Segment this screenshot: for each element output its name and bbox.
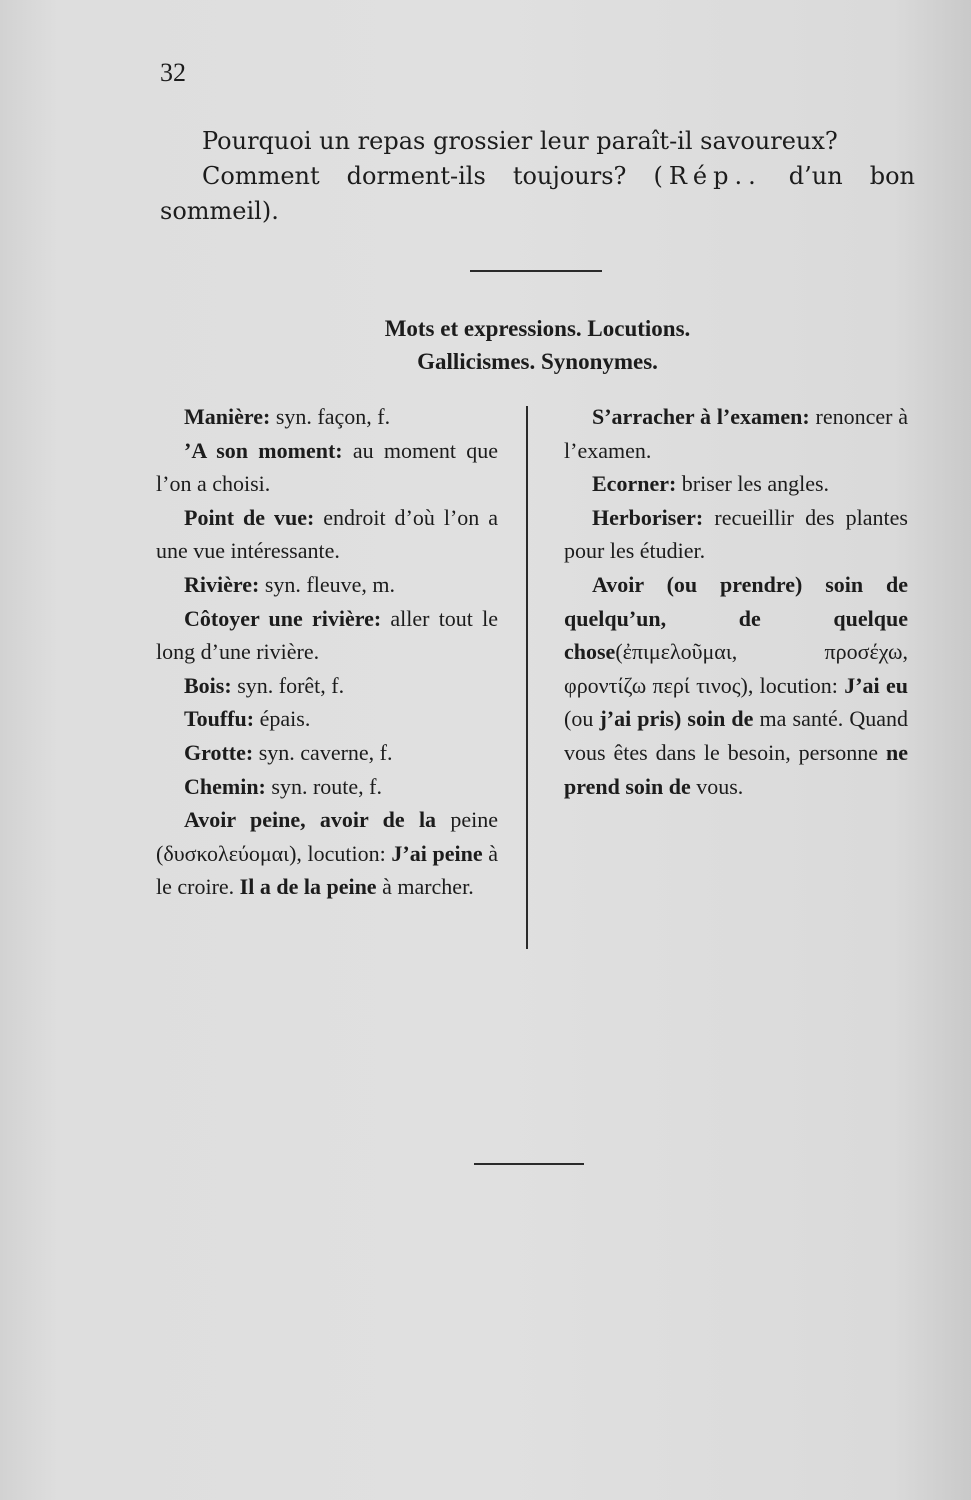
section-heading (160, 312, 915, 378)
vocab-definition: peine (δυσκολεύομαι), locution: (156, 807, 498, 866)
reponse-label: (Rép.. (653, 162, 762, 190)
vocab-example: ne prend soin de (564, 739, 908, 799)
vocab-entry (156, 803, 498, 904)
vocab-example-text: à le croire. (156, 840, 498, 900)
intro-questions (160, 124, 915, 229)
vocab-entry (564, 568, 908, 803)
vocab-entry (564, 467, 908, 501)
vocabulary-column-left (156, 400, 498, 904)
heading-line-2: Gallicismes. Synonymes. (417, 349, 658, 374)
vocab-term: Côtoyer une rivière: (184, 605, 382, 631)
vocab-entry (156, 602, 498, 669)
question-2-answer: d’un bon sommeil). (160, 162, 915, 225)
vocab-definition: syn. façon, f. (270, 404, 391, 429)
vocab-definition: au moment que l’on a choisi. (156, 437, 498, 497)
vocab-example: soin de (681, 706, 754, 732)
vocab-term: Herboriser: (592, 504, 704, 530)
heading-line-1: Mots et expressions. Locutions. (384, 316, 691, 341)
question-2-text: Comment dorment-ils toujours? (202, 162, 627, 190)
vocab-entry (156, 770, 498, 804)
vocab-entry (156, 669, 498, 703)
vocab-definition: syn. caverne, f. (253, 739, 393, 765)
separator-rule-top (470, 270, 602, 272)
vocab-definition: syn. forêt, f. (231, 672, 345, 698)
vocab-definition: épais. (254, 706, 311, 732)
vocab-term: Rivière: (184, 571, 260, 597)
vocab-term: S’arracher à l’examen: (592, 404, 810, 429)
vocab-term: Avoir (ou prendre) soin de quelqu’un, de quelque chose (564, 571, 908, 665)
vocab-example: Il a de la peine (239, 874, 377, 900)
vocab-term: ’A son moment: (184, 437, 343, 463)
vocab-definition: renoncer à l’examen. (564, 404, 908, 463)
vocab-entry (156, 702, 498, 736)
vocab-entry (156, 736, 498, 770)
question-2 (160, 159, 915, 229)
vocab-term: Chemin: (184, 773, 266, 799)
vocab-term: Ecorner: (592, 471, 677, 497)
vocab-entry (156, 400, 498, 434)
vocab-example-text: (ou (564, 706, 600, 732)
vocab-term: Manière: (184, 404, 271, 429)
vocab-example: J’ai eu (844, 672, 909, 698)
vocab-entry (156, 568, 498, 602)
vocab-entry (156, 501, 498, 568)
vocab-example: j’ai pris) (599, 706, 682, 732)
vocab-example-text: à marcher. (376, 874, 474, 900)
vocab-term: Touffu: (184, 706, 255, 732)
question-1: Pourquoi un repas grossier leur paraît-il savoureux? (202, 127, 838, 155)
vocab-term: Bois: (184, 672, 232, 698)
vocab-entry (564, 400, 908, 467)
page-number: 32 (160, 58, 186, 87)
vocab-term: Grotte: (184, 739, 254, 765)
vocab-example: J’ai peine (391, 840, 483, 866)
vocab-definition: briser les angles. (676, 471, 830, 497)
vocab-entry (564, 501, 908, 568)
vocab-definition: aller tout le long d’une rivière. (156, 605, 498, 665)
vocab-term: Avoir peine, avoir de la (184, 807, 437, 833)
greek-gloss: (ἐπιμελοῦμαι, προσέχω, φροντίζω περί τινος) (564, 639, 908, 698)
column-divider (526, 406, 528, 949)
vocab-definition: syn. fleuve, m. (259, 571, 395, 597)
vocabulary-column-right (564, 400, 908, 803)
vocab-example-text: ma santé. Quand vous êtes dans le besoin, personne (564, 706, 908, 765)
vocab-term: Point de vue: (184, 504, 315, 530)
vocab-definition: recueillir des plantes pour les étudier. (564, 504, 908, 564)
vocab-definition: syn. route, f. (265, 773, 382, 799)
vocab-entry (156, 434, 498, 501)
vocab-example-text: vous. (690, 773, 744, 799)
separator-rule-bottom (474, 1163, 584, 1165)
vocab-definition: endroit d’où l’on a une vue intéressante. (156, 504, 498, 564)
vocab-definition: , locution: (747, 672, 845, 698)
